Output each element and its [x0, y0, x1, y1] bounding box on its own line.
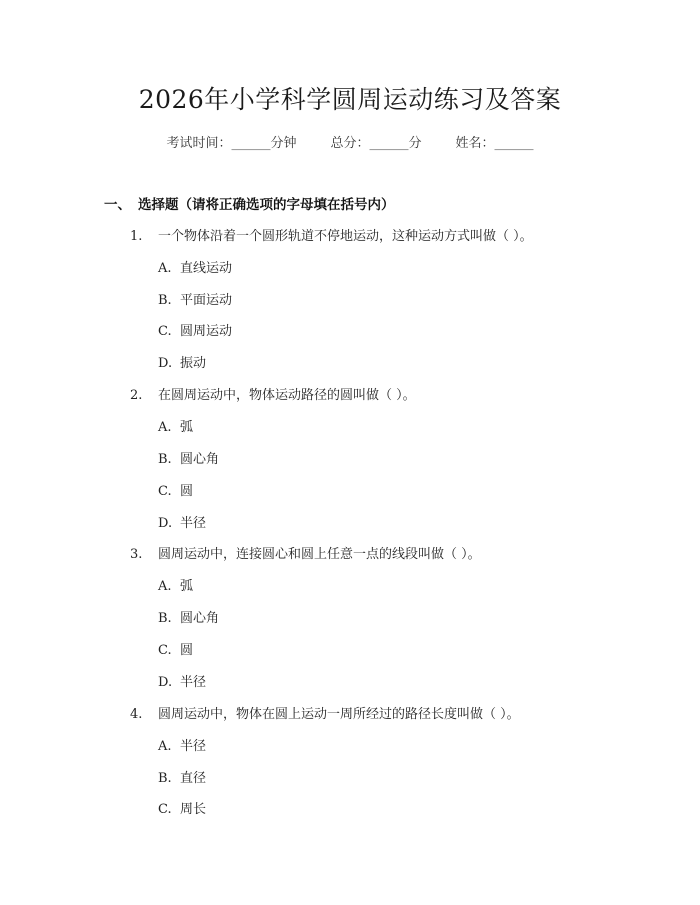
option-letter: B. [158, 452, 172, 467]
option [158, 767, 206, 786]
option-letter: D. [158, 516, 173, 531]
option [158, 352, 206, 371]
option [158, 607, 219, 626]
option [158, 480, 193, 499]
option-text: 圆周运动 [180, 324, 233, 339]
option [158, 575, 193, 594]
option [158, 512, 206, 531]
option-letter: A. [158, 739, 172, 754]
option-text: 圆心角 [180, 611, 220, 626]
exam-meta [0, 132, 700, 151]
option-text: 弧 [180, 579, 194, 594]
option-text: 直径 [180, 771, 207, 786]
option [158, 798, 206, 817]
option-text: 振动 [180, 356, 207, 371]
option [158, 671, 206, 690]
option-text: 周长 [180, 802, 207, 817]
student-name: 姓名：______ [455, 136, 534, 151]
option-letter: A. [158, 261, 172, 276]
option-letter: C. [158, 484, 172, 499]
option-text: 弧 [180, 420, 194, 435]
option [158, 639, 193, 658]
option-letter: B. [158, 611, 172, 626]
question-text: 在圆周运动中，物体运动路径的圆叫做（ ）。 [158, 388, 416, 403]
option [158, 416, 193, 435]
question-number: 3. [130, 547, 143, 562]
question-text: 圆周运动中，连接圆心和圆上任意一点的线段叫做（ ）。 [158, 547, 481, 562]
option-text: 半径 [180, 675, 207, 690]
option-text: 圆 [180, 643, 194, 658]
option [158, 320, 232, 339]
question-number: 1. [130, 229, 143, 244]
option-letter: C. [158, 643, 172, 658]
option [158, 289, 232, 308]
page-title: 2026年小学科学圆周运动练习及答案 [138, 85, 562, 114]
option-letter: B. [158, 771, 172, 786]
option-letter: D. [158, 675, 173, 690]
question [130, 703, 520, 722]
section-heading [104, 193, 395, 213]
option-text: 半径 [180, 739, 207, 754]
option-text: 圆心角 [180, 452, 220, 467]
question-text: 圆周运动中，物体在圆上运动一周所经过的路径长度叫做（ ）。 [158, 707, 520, 722]
question-text: 一个物体沿着一个圆形轨道不停地运动，这种运动方式叫做（ ）。 [158, 229, 533, 244]
option-letter: C. [158, 802, 172, 817]
question [130, 384, 416, 403]
option-text: 半径 [180, 516, 207, 531]
option-text: 平面运动 [180, 293, 233, 308]
option-text: 直线运动 [180, 261, 233, 276]
option-letter: C. [158, 324, 172, 339]
section-number: 一、 [104, 197, 131, 213]
section-title: 选择题（请将正确选项的字母填在括号内） [138, 197, 395, 213]
option-letter: B. [158, 293, 172, 308]
option [158, 257, 232, 276]
exam-score: 总分：______分 [330, 136, 422, 151]
question [130, 225, 533, 244]
option [158, 448, 219, 467]
option-letter: A. [158, 579, 172, 594]
option [158, 735, 206, 754]
option-text: 圆 [180, 484, 194, 499]
question-number: 2. [130, 388, 143, 403]
option-letter: D. [158, 356, 173, 371]
question [130, 543, 481, 562]
question-number: 4. [130, 707, 143, 722]
exam-time: 考试时间：______分钟 [166, 136, 297, 151]
option-letter: A. [158, 420, 172, 435]
